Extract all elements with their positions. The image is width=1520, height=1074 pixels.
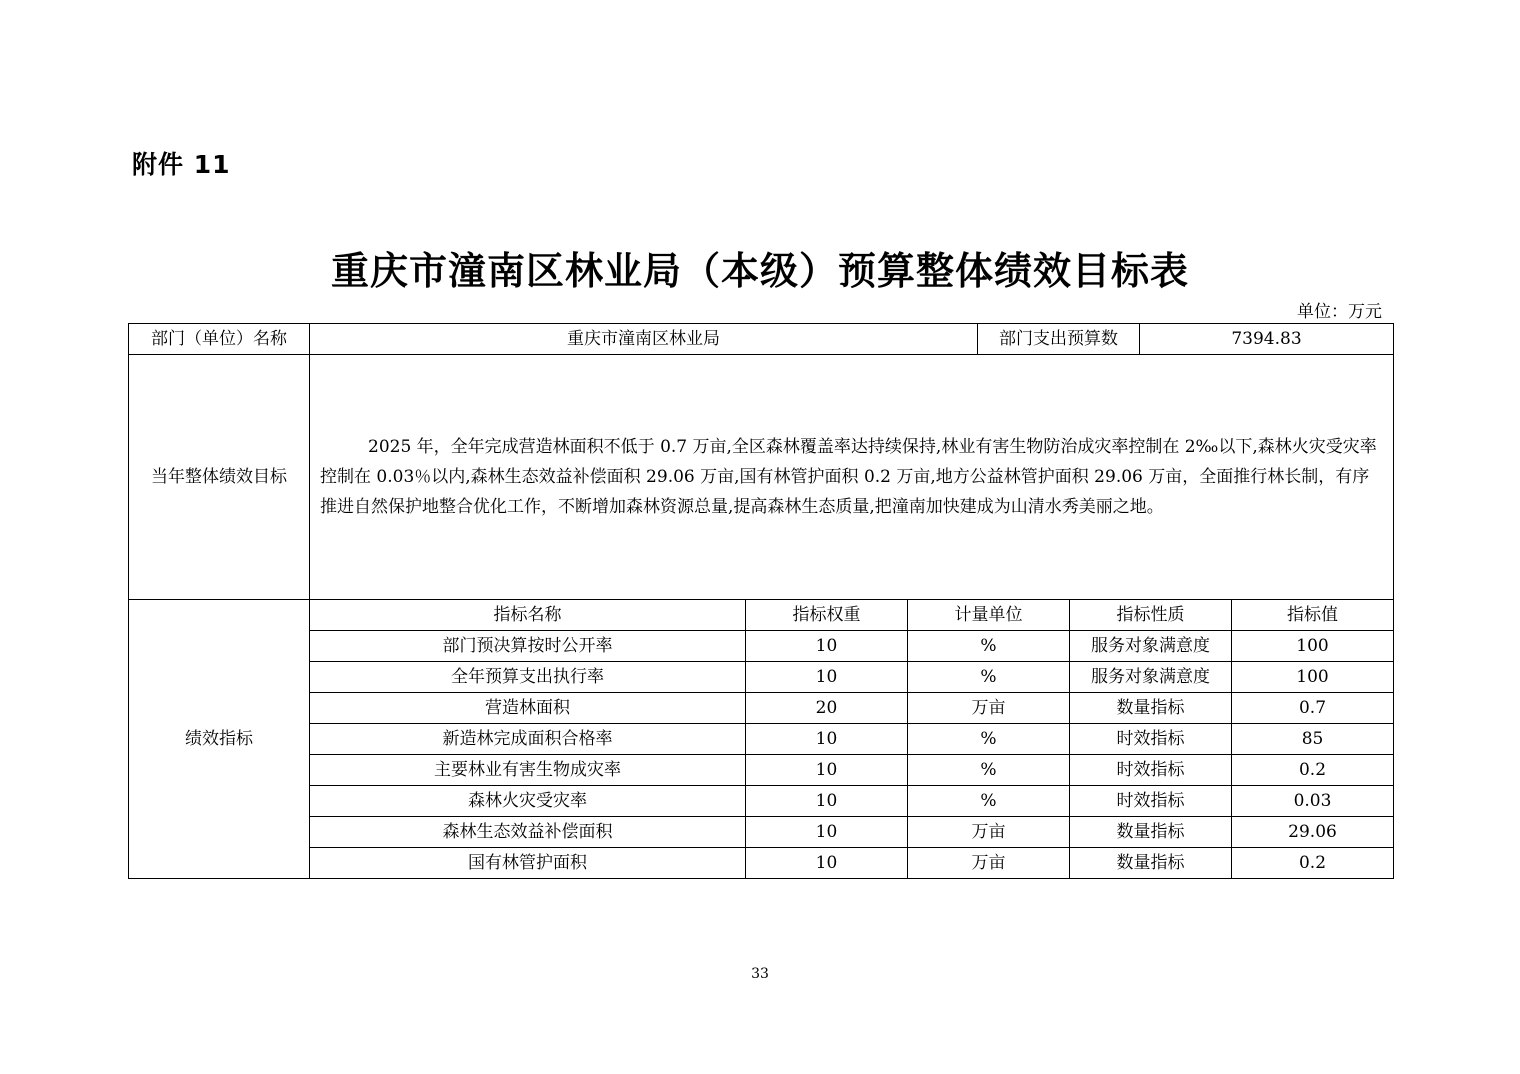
table-row (129, 693, 1394, 724)
annex-label: 附件 11 (132, 150, 231, 179)
col-header-unit: 计量单位 (908, 600, 1070, 631)
indicator-name: 森林生态效益补偿面积 (310, 817, 746, 848)
indicator-unit: % (908, 786, 1070, 817)
indicator-value: 0.7 (1232, 693, 1394, 724)
indicator-value: 0.03 (1232, 786, 1394, 817)
indicator-name: 营造林面积 (310, 693, 746, 724)
budget-value: 7394.83 (1140, 324, 1394, 355)
col-header-name: 指标名称 (310, 600, 746, 631)
indicator-unit: 万亩 (908, 848, 1070, 879)
indicator-type: 时效指标 (1070, 786, 1232, 817)
indicator-weight: 10 (746, 786, 908, 817)
indicator-weight: 10 (746, 848, 908, 879)
indicator-type: 服务对象满意度 (1070, 662, 1232, 693)
table-row (129, 631, 1394, 662)
indicator-unit: % (908, 724, 1070, 755)
performance-table (128, 323, 1394, 879)
indicator-weight: 10 (746, 631, 908, 662)
indicator-header-row (129, 600, 1394, 631)
indicator-value: 85 (1232, 724, 1394, 755)
goal-text-content: 2025 年，全年完成营造林面积不低于 0.7 万亩,全区森林覆盖率达持续保持,林业有害生物防治成灾率控制在 2‰以下,森林火灾受灾率控制在 0.03％以内,森林生态效益补偿面积 29.06 万亩,国有林管护面积 0.2 万亩,地方公益林管护面积 29.06 万亩，全面推行林长制，有序推进自然保护地整合优化工作，不断增加森林资源总量,提高森林生态质量,把潼南加快建成为山清水秀美丽之地。 (320, 437, 1377, 517)
col-header-weight: 指标权重 (746, 600, 908, 631)
indicator-name: 部门预决算按时公开率 (310, 631, 746, 662)
indicator-name: 主要林业有害生物成灾率 (310, 755, 746, 786)
table-row (129, 817, 1394, 848)
indicator-type: 数量指标 (1070, 817, 1232, 848)
indicator-name: 全年预算支出执行率 (310, 662, 746, 693)
indicator-value: 100 (1232, 631, 1394, 662)
col-header-type: 指标性质 (1070, 600, 1232, 631)
indicators-section-label: 绩效指标 (129, 600, 310, 879)
goal-row (129, 355, 1394, 600)
indicator-type: 服务对象满意度 (1070, 631, 1232, 662)
indicator-type: 数量指标 (1070, 693, 1232, 724)
unit-label: 单位：万元 (1297, 302, 1382, 322)
table-row (129, 755, 1394, 786)
indicator-unit: 万亩 (908, 693, 1070, 724)
header-row (129, 324, 1394, 355)
table-row (129, 786, 1394, 817)
table-row (129, 848, 1394, 879)
indicator-type: 数量指标 (1070, 848, 1232, 879)
goal-label: 当年整体绩效目标 (129, 355, 310, 600)
indicator-type: 时效指标 (1070, 755, 1232, 786)
table-row (129, 662, 1394, 693)
indicator-weight: 10 (746, 724, 908, 755)
budget-label: 部门支出预算数 (978, 324, 1140, 355)
indicator-value: 0.2 (1232, 848, 1394, 879)
indicator-weight: 10 (746, 755, 908, 786)
indicator-unit: % (908, 662, 1070, 693)
indicator-unit: % (908, 755, 1070, 786)
dept-name-value: 重庆市潼南区林业局 (310, 324, 978, 355)
indicator-unit: % (908, 631, 1070, 662)
page-title: 重庆市潼南区林业局（本级）预算整体绩效目标表 (330, 249, 1189, 293)
indicator-weight: 10 (746, 817, 908, 848)
indicator-value: 0.2 (1232, 755, 1394, 786)
indicator-unit: 万亩 (908, 817, 1070, 848)
indicator-name: 新造林完成面积合格率 (310, 724, 746, 755)
table-row (129, 724, 1394, 755)
indicator-value: 29.06 (1232, 817, 1394, 848)
page-number: 33 (751, 966, 769, 982)
dept-name-label: 部门（单位）名称 (129, 324, 310, 355)
indicator-weight: 20 (746, 693, 908, 724)
indicator-value: 100 (1232, 662, 1394, 693)
indicator-weight: 10 (746, 662, 908, 693)
col-header-value: 指标值 (1232, 600, 1394, 631)
indicator-type: 时效指标 (1070, 724, 1232, 755)
indicator-name: 森林火灾受灾率 (310, 786, 746, 817)
indicator-name: 国有林管护面积 (310, 848, 746, 879)
goal-text (310, 355, 1394, 600)
